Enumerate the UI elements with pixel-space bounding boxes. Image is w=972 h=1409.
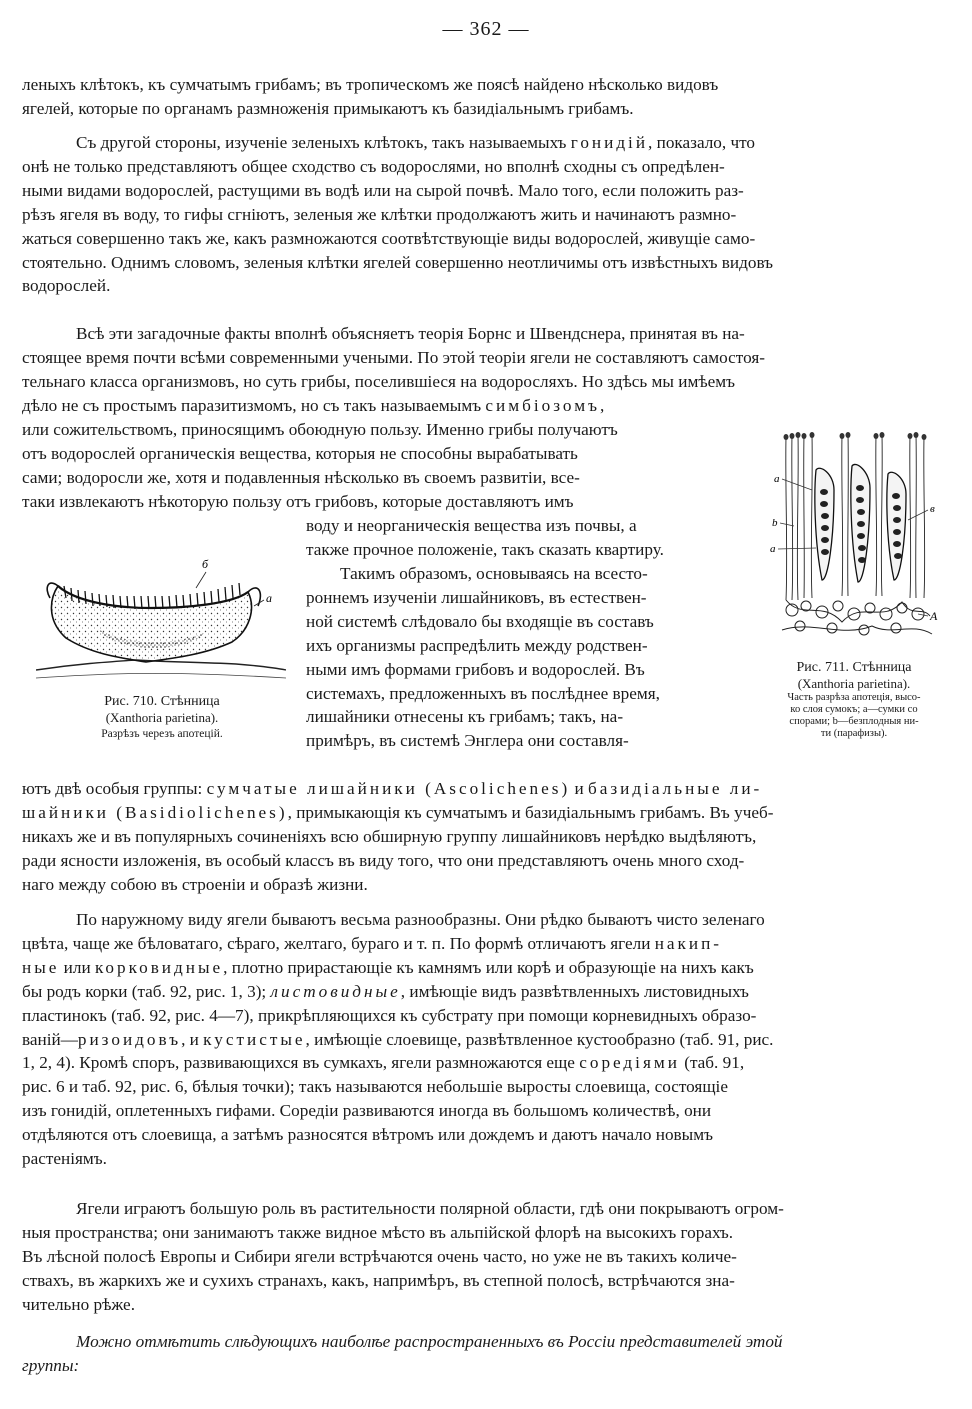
text-line: роннемъ изученіи лишайниковъ, въ естествен- xyxy=(306,587,647,607)
caption-description-line: Часть разрѣза апотеція, высо- xyxy=(787,692,921,703)
label-a: а xyxy=(266,591,272,605)
spaced-term: ризоидовъ xyxy=(77,1029,182,1049)
spaced-term: сумчатые лишайники (Ascolichenes) xyxy=(206,779,571,798)
text-line: ствахъ, въ жаркихъ же и сухихъ странахъ, какъ, напримѣръ, въ степной полосѣ, встрѣчаются зна- xyxy=(22,1270,735,1290)
paragraph-5 xyxy=(22,908,950,1171)
text-line: наго между собою въ строеніи и образѣ жизни. xyxy=(22,874,368,894)
label-a-lower: а xyxy=(770,543,776,555)
caption-species: (Xanthoria parietina). xyxy=(105,710,219,725)
text-line: рис. 6 и таб. 92, рис. 6, бѣлыя точки); такъ называются небольшіе выросты слоевища, состоящіе xyxy=(22,1077,728,1097)
spaced-term: шайники (Basidiolichenes) xyxy=(22,802,288,822)
spaced-term: накип- xyxy=(654,933,722,953)
text-span: , показало, что xyxy=(648,133,756,152)
text-line: ягелей, которые по органамъ размноженія примыкаютъ къ базидіальнымъ грибамъ. xyxy=(22,98,634,118)
text-span: , xyxy=(599,396,605,415)
text-line xyxy=(22,801,950,825)
figure-710 xyxy=(36,558,286,686)
text-line xyxy=(22,1051,950,1075)
text-span: , имѣющіе слоевище, развѣтвленное кустообразно (таб. 91, рис. xyxy=(305,1029,774,1049)
text-line: тельнаго класса организмовъ, но суть грибы, поселившіеся на водоросляхъ. Но здѣсь мы имѣемъ xyxy=(22,371,736,391)
text-line: Ягели играютъ большую роль въ растительности полярной области, гдѣ они покрываютъ огром- xyxy=(76,1199,784,1218)
text-span: ваній— xyxy=(22,1029,78,1049)
text-line: Такимъ образомъ, основываясь на всесто- xyxy=(340,564,648,583)
text-line: По наружному виду ягели бываютъ весьма разнообразны. Они рѣдко бываютъ чисто зеленаго xyxy=(76,910,765,929)
label-c: в xyxy=(930,503,935,515)
text-line xyxy=(22,777,950,801)
text-span: цвѣта, чаще же бѣловатаго, сѣраго, желтаго, бураго и т. п. По формѣ отличаютъ ягели xyxy=(22,933,655,953)
text-line: Можно отмѣтить слѣдующихъ наиболѣе распространенныхъ въ Россіи представителей этой xyxy=(76,1332,783,1351)
label-a: а xyxy=(774,473,780,485)
text-line xyxy=(22,932,950,956)
figure-710-caption xyxy=(40,694,284,742)
spaced-term: гонидій xyxy=(570,133,649,152)
paragraph-3-wrapped xyxy=(22,394,740,514)
spaced-term: листовидные xyxy=(270,981,401,1001)
text-line: онѣ не только представляютъ общее сходство съ водорослями, но вполнѣ сходны съ опредѣлен- xyxy=(22,156,725,176)
text-span: 1, 2, 4). Кромѣ споръ, развивающихся въ сумкахъ, ягели размножаются еще xyxy=(22,1053,580,1073)
text-line: ныя пространства; они занимаютъ также видное мѣсто въ альпійской флорѣ на высокихъ горахъ. xyxy=(22,1222,734,1242)
text-line: лишайники отнесены къ грибамъ; такъ, на- xyxy=(306,707,624,727)
paragraph-6 xyxy=(22,1197,950,1317)
text-line: также прочное положеніе, такъ сказать квартиру. xyxy=(306,539,664,559)
text-line: пластинокъ (таб. 92, рис. 4—7), прикрѣпляющихся къ субстрату при помощи корневидныхъ образо- xyxy=(22,1005,757,1025)
paragraph-4-narrow xyxy=(306,562,740,753)
spaced-term: базидіальные ли- xyxy=(588,779,763,798)
text-line: жаться совершенно такъ же, какъ размножаются соотвѣтствующіе виды водорослей, живущіе само- xyxy=(22,228,756,248)
text-line: водорослей. xyxy=(22,276,111,296)
paragraph-2 xyxy=(22,131,950,298)
text-line: или сожительствомъ, приносящимъ обоюдную пользу. Именно грибы получаютъ xyxy=(22,419,618,439)
text-line: примѣръ, въ системѣ Энглера они составля- xyxy=(306,731,629,751)
text-line: ной системѣ слѣдовало бы входящіе въ составъ xyxy=(306,611,654,631)
caption-title: Рис. 710. Стѣнница xyxy=(104,694,220,709)
text-span: дѣло не съ простымъ паразитизмомъ, но съ такъ называемымъ xyxy=(22,396,486,415)
text-line xyxy=(22,131,950,155)
figure-711 xyxy=(752,430,950,642)
text-line: стоящее время почти всѣми современными учеными. По этой теоріи ягели не составляютъ самостоя- xyxy=(22,347,765,367)
text-line: изъ гонидій, оплетенныхъ гифами. Соредіи развиваются иногда въ большомъ количествѣ, они xyxy=(22,1101,712,1121)
text-line xyxy=(22,1028,950,1052)
text-span: и xyxy=(570,779,588,798)
caption-title: Рис. 711. Стѣнница xyxy=(796,660,912,675)
spaced-term: ные xyxy=(22,957,60,977)
caption-description: Разрѣзъ черезъ апотецій. xyxy=(101,728,223,740)
text-line xyxy=(22,394,740,418)
page-number: — 362 — xyxy=(442,18,530,40)
text-line: ными видами водорослей, растущими въ водѣ или на сырой почвѣ. Мало того, если положить раз- xyxy=(22,180,744,200)
paragraph-1 xyxy=(22,73,950,121)
figure-711-caption xyxy=(754,660,954,740)
text-line: растеніямъ. xyxy=(22,1149,107,1169)
text-line: ради ясности изложенія, въ особый классъ въ виду того, что они представляютъ очень много сход- xyxy=(22,850,745,870)
text-span: Съ другой стороны, изученіе зеленыхъ клѣтокъ, такъ называемыхъ xyxy=(76,133,571,152)
text-span: , и xyxy=(181,1029,204,1049)
spaced-term: симбіозомъ xyxy=(485,396,600,415)
text-line: системахъ, предложенныхъ въ послѣднее время, xyxy=(306,683,660,703)
paragraph-4 xyxy=(22,777,950,897)
text-line xyxy=(22,956,950,980)
text-span: , плотно прирастающіе къ камнямъ или корѣ и образующіе на нихъ какъ xyxy=(223,957,754,977)
label-b: б xyxy=(202,558,209,571)
text-line: рѣзъ ягеля въ воду, то гифы сгніютъ, зеленыя же клѣтки продолжаютъ жить и начинаютъ размно- xyxy=(22,204,737,224)
text-line: сами; водоросли же, хотя и подавленныя нѣсколько въ своемъ развитіи, все- xyxy=(22,467,580,487)
text-line: группы: xyxy=(22,1355,80,1375)
text-span: , примыкающія къ сумчатымъ и базидіальнымъ грибамъ. Въ учеб- xyxy=(287,802,774,822)
text-line: таки извлекаютъ нѣкоторую пользу отъ грибовъ, которые доставляютъ имъ xyxy=(22,491,574,511)
text-line: отъ водорослей органическія вещества, которыя не способны вырабатывать xyxy=(22,443,578,463)
text-line: ными имъ формами грибовъ и водорослей. Въ xyxy=(306,659,645,679)
paragraph-3-narrow xyxy=(306,514,740,562)
spaced-term: корковидные xyxy=(94,957,224,977)
label-A: A xyxy=(930,609,938,623)
spaced-term: кустистые xyxy=(203,1029,306,1049)
caption-description-line: ти (парафизы). xyxy=(820,728,888,739)
text-span: (таб. 91, xyxy=(679,1053,745,1073)
text-span: или xyxy=(59,957,95,977)
text-span: бы родъ корки (таб. 92, рис. 1, 3); xyxy=(22,981,271,1001)
paragraph-7 xyxy=(22,1330,950,1378)
text-span: , имѣющіе видъ развѣтвленныхъ листовидныхъ xyxy=(400,981,749,1001)
text-line: никахъ же и въ популярныхъ сочиненіяхъ всю обширную группу лишайниковъ нерѣдко выдѣляютъ, xyxy=(22,826,757,846)
apothecium-illustration xyxy=(36,558,286,686)
caption-description-line: спорами; b—безплодныя ни- xyxy=(789,716,919,727)
caption-species: (Xanthoria parietina). xyxy=(797,676,911,691)
text-line: воду и неорганическія вещества изъ почвы, а xyxy=(306,516,637,535)
label-b: b xyxy=(772,517,778,529)
text-line: чительно рѣже. xyxy=(22,1294,135,1314)
spaced-term: соредіями xyxy=(579,1053,680,1073)
text-line: ихъ организмы распредѣлить между родствен- xyxy=(306,635,648,655)
text-line xyxy=(22,980,950,1004)
text-line: Въ лѣсной полосѣ Европы и Сибири ягели встрѣчаются очень часто, но уже не въ такихъ количе- xyxy=(22,1246,737,1266)
text-line: стоятельно. Однимъ словомъ, зеленыя клѣтки ягелей совершенно неотличимы отъ извѣстныхъ видовъ xyxy=(22,252,774,272)
asci-section-illustration xyxy=(752,430,950,642)
text-line: леныхъ клѣтокъ, къ сумчатымъ грибамъ; въ тропическомъ же поясѣ найдено нѣсколько видовъ xyxy=(22,75,719,94)
paragraph-3 xyxy=(22,322,950,394)
text-span: ютъ двѣ особыя группы: xyxy=(22,779,207,798)
caption-description-line: ко слоя сумокъ; а—сумки со xyxy=(790,704,918,715)
text-line: Всѣ эти загадочные факты вполнѣ объясняетъ теорія Борнс и Швендснера, принятая въ на- xyxy=(76,324,745,343)
text-line: отдѣляются отъ слоевища, а затѣмъ разносятся вѣтромъ или дождемъ и даютъ начало новымъ xyxy=(22,1125,713,1145)
